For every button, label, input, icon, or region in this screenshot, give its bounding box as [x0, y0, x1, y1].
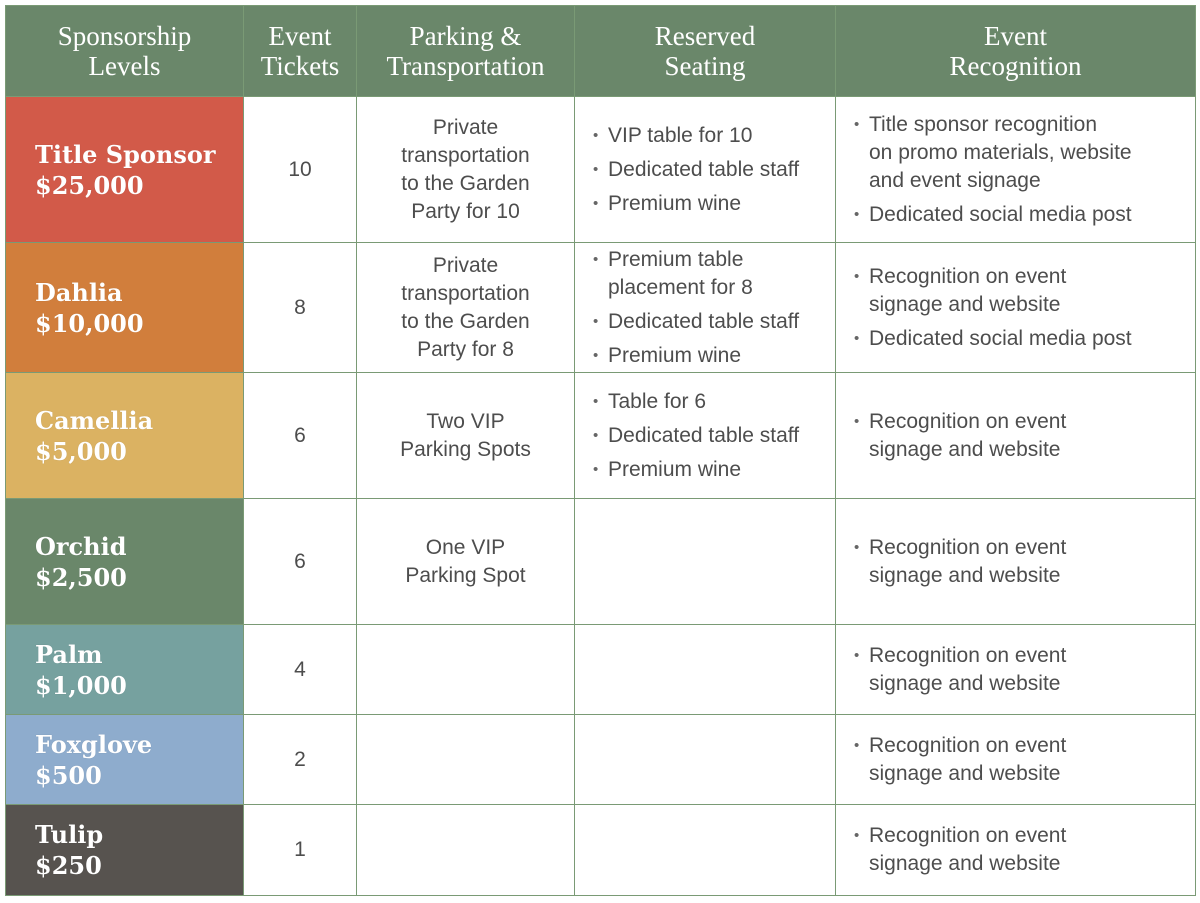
parking-cell — [357, 373, 575, 499]
bullet-text: • Premium wine — [608, 457, 742, 481]
table-row — [6, 373, 1196, 499]
header-parking-transportation — [357, 6, 575, 97]
parking-text: Private — [432, 115, 499, 139]
header-line: Reserved — [654, 21, 756, 51]
parking-text: Party for 10 — [411, 199, 520, 223]
bullet-text: • Recognition on event — [869, 824, 1067, 847]
table-row — [6, 499, 1196, 625]
header-line: Event — [268, 21, 332, 51]
tickets-count: 2 — [294, 747, 306, 771]
tickets-count: 1 — [294, 838, 306, 861]
level-price: $500 — [35, 760, 102, 790]
level-name: Camellia — [35, 405, 154, 435]
parking-text: to the Garden — [401, 171, 530, 195]
bullet-text: and event signage — [869, 168, 1041, 192]
header-line: Sponsorship — [57, 21, 192, 51]
level-name: Palm — [35, 639, 103, 669]
parking-text: One VIP — [425, 535, 506, 559]
bullet-text: on promo materials, website — [869, 140, 1132, 164]
bullet-item — [593, 342, 835, 370]
header-line: Recognition — [949, 51, 1082, 81]
header-sponsorship-levels — [6, 6, 244, 97]
bullet-list — [593, 246, 835, 370]
bullet-text: • Title sponsor recognition — [869, 112, 1098, 136]
bullet-item — [854, 263, 1195, 319]
tickets-cell — [244, 499, 357, 625]
seating-cell — [575, 625, 836, 715]
parking-text: Two VIP — [426, 409, 505, 433]
tickets-count: 8 — [294, 295, 306, 319]
bullet-item — [593, 122, 835, 150]
bullet-list — [854, 408, 1195, 464]
recognition-cell — [836, 97, 1196, 243]
tickets-count: 10 — [288, 157, 312, 181]
parking-text: transportation — [401, 281, 530, 305]
level-name: Tulip — [35, 820, 104, 849]
bullet-item — [593, 422, 835, 450]
tickets-cell — [244, 97, 357, 243]
parking-cell — [357, 625, 575, 715]
level-cell — [6, 499, 244, 625]
bullet-text: • Dedicated table staff — [608, 157, 800, 181]
bullet-text: • Premium wine — [608, 343, 742, 367]
level-price: $10,000 — [35, 308, 144, 338]
level-name: Title Sponsor — [35, 139, 216, 169]
level-price: $2,500 — [35, 562, 127, 592]
sponsorship-table-container — [5, 5, 1195, 896]
parking-cell — [357, 805, 575, 896]
parking-cell — [357, 97, 575, 243]
seating-cell — [575, 243, 836, 373]
tickets-cell — [244, 373, 357, 499]
level-cell — [6, 97, 244, 243]
seating-cell — [575, 499, 836, 625]
bullet-list — [593, 388, 835, 484]
bullet-item — [593, 388, 835, 416]
header-event-recognition — [836, 6, 1196, 97]
table-row — [6, 243, 1196, 373]
bullet-text: • Dedicated social media post — [869, 202, 1132, 226]
recognition-cell — [836, 715, 1196, 805]
seating-cell — [575, 373, 836, 499]
parking-cell — [357, 715, 575, 805]
parking-cell — [357, 499, 575, 625]
bullet-text: • Recognition on event — [869, 643, 1067, 667]
level-name: Orchid — [35, 531, 127, 561]
bullet-text: signage and website — [869, 671, 1061, 695]
bullet-item — [854, 732, 1195, 788]
seating-cell — [575, 715, 836, 805]
sponsorship-table — [5, 5, 1196, 896]
bullet-text: signage and website — [869, 761, 1061, 785]
header-line: Transportation — [386, 51, 545, 81]
level-cell — [6, 243, 244, 373]
bullet-text: • Recognition on event — [869, 264, 1067, 288]
tickets-count: 6 — [294, 549, 306, 573]
recognition-cell — [836, 243, 1196, 373]
level-cell — [6, 805, 244, 896]
bullet-list — [854, 642, 1195, 698]
bullet-item — [854, 325, 1195, 353]
bullet-item — [854, 408, 1195, 464]
bullet-text: • Premium table — [608, 247, 744, 271]
tickets-cell — [244, 243, 357, 373]
bullet-item — [593, 308, 835, 336]
bullet-list — [854, 822, 1195, 878]
level-name: Foxglove — [35, 729, 153, 759]
seating-cell — [575, 805, 836, 896]
header-line: Levels — [88, 51, 161, 81]
bullet-list — [593, 122, 835, 218]
parking-text: Parking Spot — [405, 563, 526, 587]
header-event-tickets — [244, 6, 357, 97]
bullet-text: • Recognition on event — [869, 733, 1067, 757]
seating-cell — [575, 97, 836, 243]
table-body — [6, 97, 1196, 896]
header-line: Parking & — [409, 21, 522, 51]
tickets-count: 4 — [294, 657, 306, 681]
table-row — [6, 805, 1196, 896]
recognition-cell — [836, 805, 1196, 896]
parking-text: Party for 8 — [417, 337, 514, 361]
bullet-text: • Dedicated table staff — [608, 309, 800, 333]
tickets-count: 6 — [294, 423, 306, 447]
bullet-list — [854, 534, 1195, 590]
bullet-text: • Recognition on event — [869, 409, 1067, 433]
level-name: Dahlia — [35, 277, 123, 307]
table-row — [6, 625, 1196, 715]
bullet-item — [593, 156, 835, 184]
bullet-item — [854, 642, 1195, 698]
parking-text: transportation — [401, 143, 530, 167]
level-price: $25,000 — [35, 170, 144, 200]
table-row — [6, 715, 1196, 805]
bullet-text: signage and website — [869, 437, 1061, 461]
level-price: $250 — [35, 851, 102, 880]
recognition-cell — [836, 373, 1196, 499]
header-line: Event — [984, 21, 1047, 51]
header-line: Tickets — [260, 51, 340, 81]
level-cell — [6, 373, 244, 499]
bullet-text: signage and website — [869, 563, 1061, 587]
bullet-text: • VIP table for 10 — [608, 123, 753, 147]
parking-cell — [357, 243, 575, 373]
table-row — [6, 97, 1196, 243]
level-cell — [6, 625, 244, 715]
bullet-text: • Dedicated social media post — [869, 326, 1132, 350]
parking-text: Parking Spots — [400, 437, 531, 461]
bullet-text: placement for 8 — [608, 275, 753, 299]
bullet-item — [593, 190, 835, 218]
bullet-item — [854, 111, 1195, 195]
bullet-text: • Table for 6 — [608, 389, 707, 413]
bullet-item — [593, 456, 835, 484]
bullet-text: signage and website — [869, 292, 1061, 316]
header-line: Seating — [664, 51, 746, 81]
bullet-text: • Dedicated table staff — [608, 423, 800, 447]
recognition-cell — [836, 499, 1196, 625]
bullet-list — [854, 111, 1195, 229]
bullet-item — [593, 246, 835, 302]
parking-text: Private — [432, 253, 499, 277]
bullet-item — [854, 201, 1195, 229]
parking-text: to the Garden — [401, 309, 530, 333]
header-row — [6, 6, 1196, 97]
recognition-cell — [836, 625, 1196, 715]
tickets-cell — [244, 715, 357, 805]
bullet-text: • Premium wine — [608, 191, 742, 215]
level-price: $5,000 — [35, 436, 127, 466]
level-cell — [6, 715, 244, 805]
bullet-item — [854, 822, 1195, 878]
tickets-cell — [244, 805, 357, 896]
bullet-item — [854, 534, 1195, 590]
tickets-cell — [244, 625, 357, 715]
bullet-text: signage and website — [869, 852, 1061, 875]
bullet-text: • Recognition on event — [869, 535, 1067, 559]
level-price: $1,000 — [35, 670, 127, 700]
bullet-list — [854, 732, 1195, 788]
header-reserved-seating — [575, 6, 836, 97]
bullet-list — [854, 263, 1195, 353]
